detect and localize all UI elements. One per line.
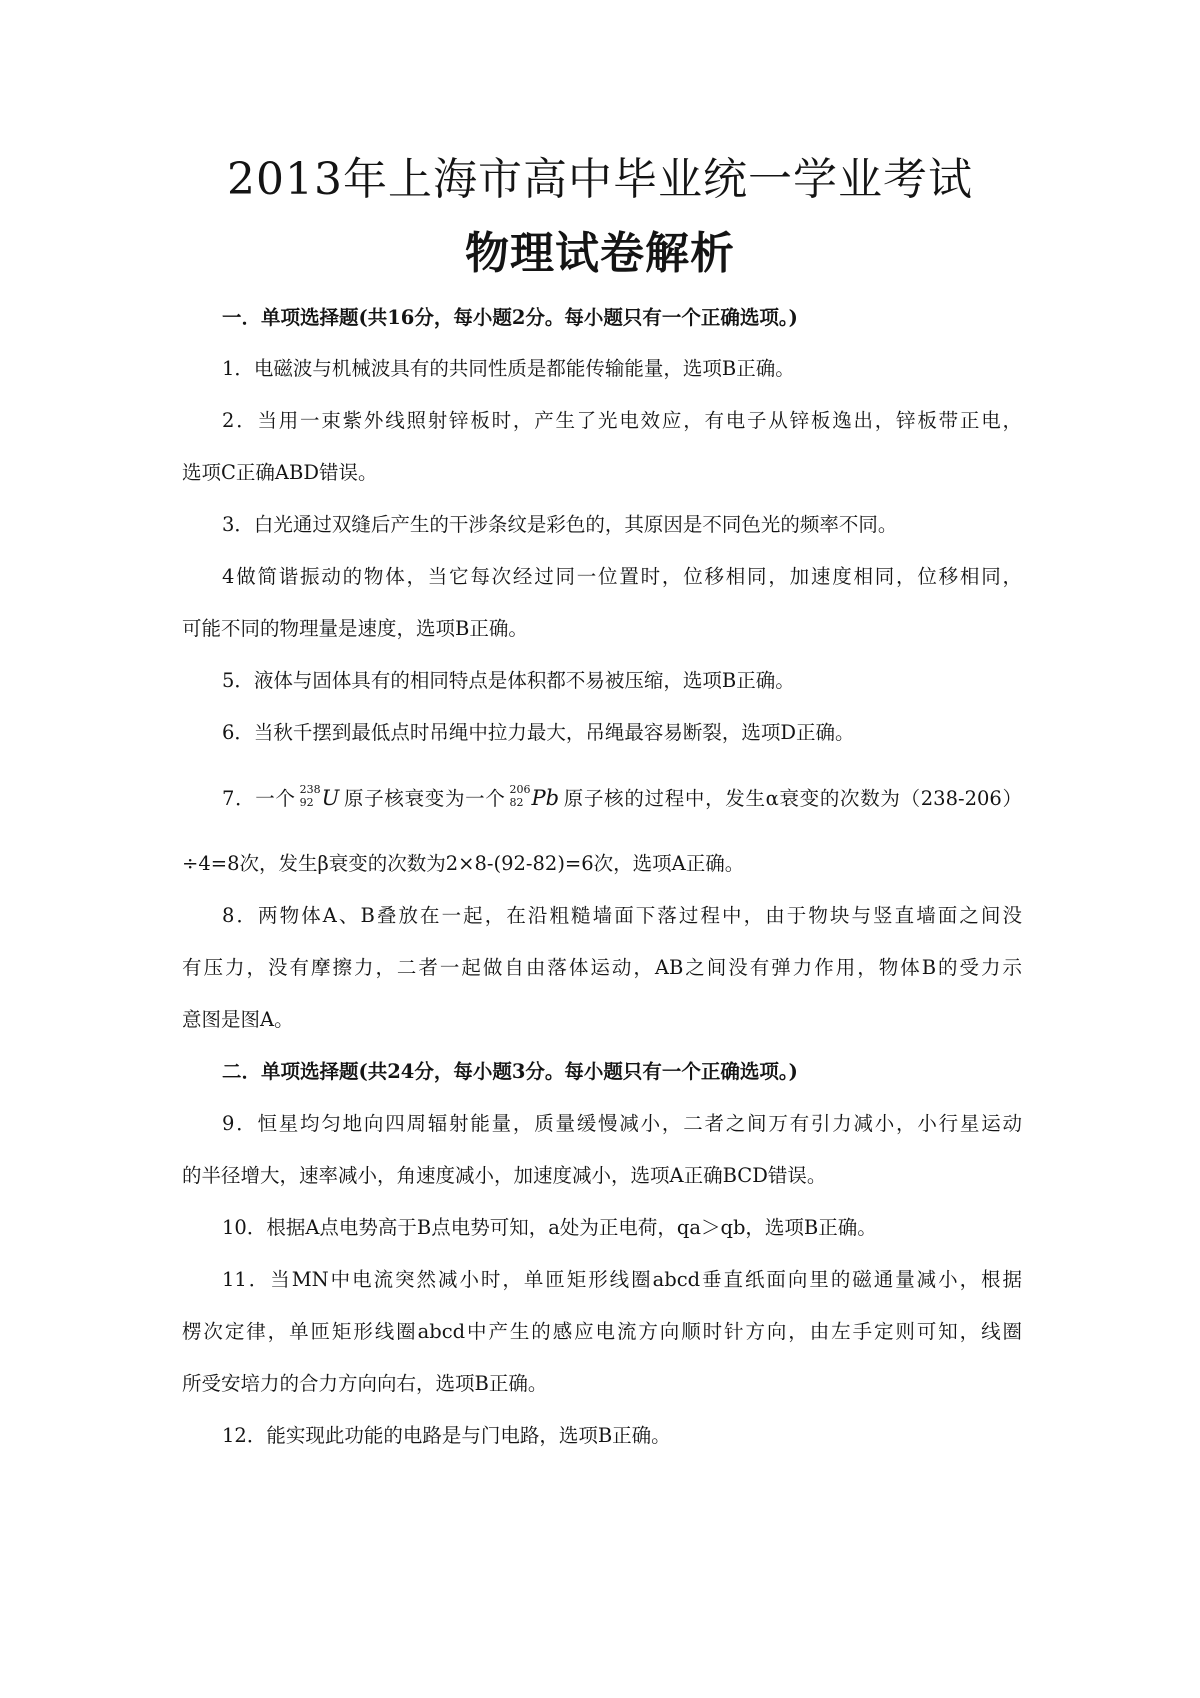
answer-q3: 3．白光通过双缝后产生的干涉条纹是彩色的，其原因是不同色光的频率不同。 <box>222 513 898 536</box>
uranium-nuclide <box>299 783 340 810</box>
section1-heading: 一．单项选择题(共16分，每小题2分。每小题只有一个正确选项。) <box>222 306 798 329</box>
uranium-mass-number: 238 <box>299 783 321 796</box>
answer-q4-line1: 4做简谐振动的物体，当它每次经过同一位置时，位移相同，加速度相同，位移相同， <box>222 565 1022 588</box>
section2-heading: 二．单项选择题(共24分，每小题3分。每小题只有一个正确选项。) <box>222 1060 798 1083</box>
answer-q7-line2: ÷4=8次，发生β衰变的次数为2×8-(92-82)=6次，选项A正确。 <box>182 852 745 875</box>
lead-symbol: Pb <box>531 786 560 810</box>
answer-q9-line2: 的半径增大，速率减小，角速度减小，加速度减小，选项A正确BCD错误。 <box>182 1164 827 1187</box>
answer-q11-line3: 所受安培力的合力方向向右，选项B正确。 <box>182 1372 548 1395</box>
q7-text-part3: 原子核的过程中，发生α衰变的次数为（238-206） <box>563 787 1022 810</box>
answer-q5: 5．液体与固体具有的相同特点是体积都不易被压缩，选项B正确。 <box>222 669 795 692</box>
uranium-atomic-number: 92 <box>299 795 314 809</box>
lead-mass-number: 206 <box>509 783 531 796</box>
answer-q8-line1: 8．两物体A、B叠放在一起，在沿粗糙墙面下落过程中，由于物块与竖直墙面之间没 <box>222 904 1022 927</box>
answer-q4-line2: 可能不同的物理量是速度，选项B正确。 <box>182 617 528 640</box>
answer-q2-line1: 2．当用一束紫外线照射锌板时，产生了光电效应，有电子从锌板逸出，锌板带正电， <box>222 409 1022 432</box>
uranium-symbol: U <box>321 786 340 810</box>
answer-q8-line2: 有压力，没有摩擦力，二者一起做自由落体运动，AB之间没有弹力作用，物体B的受力示 <box>182 956 1022 979</box>
answer-q10: 10．根据A点电势高于B点电势可知，a处为正电荷，qa＞qb，选项B正确。 <box>222 1216 877 1239</box>
answer-q11-line1: 11．当MN中电流突然减小时，单匝矩形线圈abcd垂直纸面向里的磁通量减小，根据 <box>222 1268 1022 1291</box>
answer-q9-line1: 9．恒星均匀地向四周辐射能量，质量缓慢减小，二者之间万有引力减小，小行星运动 <box>222 1112 1022 1135</box>
answer-q8-line3: 意图是图A。 <box>182 1008 294 1031</box>
lead-nuclide <box>509 783 560 810</box>
answer-q1: 1．电磁波与机械波具有的共同性质是都能传输能量，选项B正确。 <box>222 357 795 380</box>
q7-text-part1: 7．一个 <box>222 787 296 810</box>
lead-atomic-number: 82 <box>509 795 524 809</box>
answer-q6: 6．当秋千摆到最低点时吊绳中拉力最大，吊绳最容易断裂，选项D正确。 <box>222 721 855 744</box>
q7-text-part2: 原子核衰变为一个 <box>343 787 506 810</box>
document-title: 2013年上海市高中毕业统一学业考试 <box>227 154 973 205</box>
answer-q12: 12．能实现此功能的电路是与门电路，选项B正确。 <box>222 1424 671 1447</box>
answer-q2-line2: 选项C正确ABD错误。 <box>182 461 378 484</box>
document-subtitle: 物理试卷解析 <box>465 228 735 279</box>
answer-q7-line1 <box>222 783 1022 810</box>
answer-q11-line2: 楞次定律，单匝矩形线圈abcd中产生的感应电流方向顺时针方向，由左手定则可知，线圈 <box>182 1320 1022 1343</box>
